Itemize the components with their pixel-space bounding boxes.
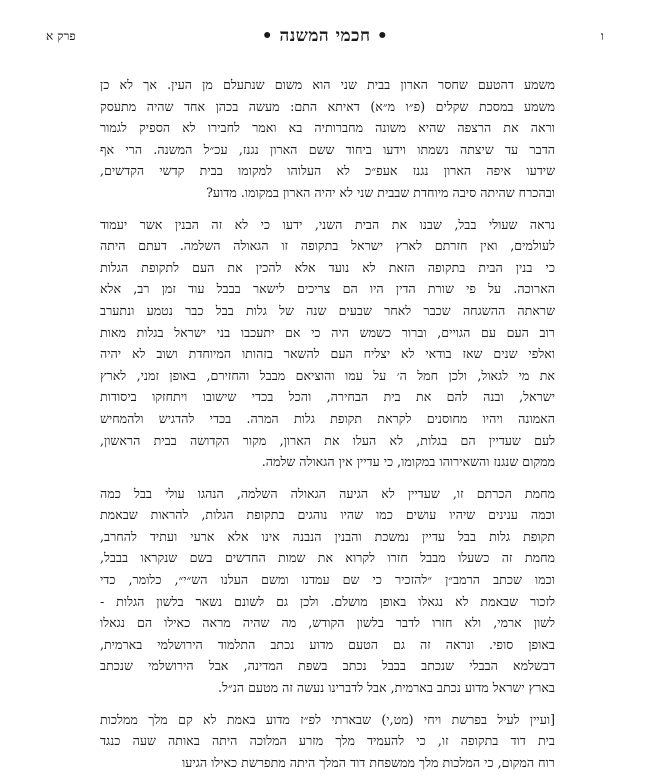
text-line: וכמה ענינים שיהיו עושים כמו שהיו נוהגים בתקופת הגלות, להראות שבאמת: [100, 507, 555, 523]
text-line: כי בנין הבית בתקופה הזאת לא נועד אלא להכין את העם לתקופת הגלות: [100, 259, 555, 275]
text-line: ישראל, ובנה להם את בית הבחירה, והכל בכדי שישובו ויתחזקו ביסודות: [100, 389, 555, 405]
text-line: תקופת גלות בבל עדיין נמשכת והבנין הנבנה אינו אלא ארעי ועתיד להחרב,: [100, 528, 555, 544]
text-line: הארוכה. על פי שורת הדין היו הם צריכים לישאר בבבל עוד זמן רב, אלא: [100, 281, 555, 297]
paragraph: [100, 709, 555, 774]
text-line: בית דוד בתקופה זו, כי להעמיד מלך מזרע המלוכה היתה באותה שעה כנגד: [100, 733, 555, 749]
text-line: האמונה ויהיו מחוסנים לקראת תקופת גלות המרה. בכדי להדגיש ולהמחיש: [100, 410, 555, 426]
text-line: ואלפי שנים שאז בודאי לא יצליח העם להשאר בזהותו המיוחדת ושוב לא יהיה: [100, 346, 555, 362]
running-head: [46, 26, 604, 48]
text-line: וכמו שכתב הרמב״ן ״להזכיר כי שם עמדנו ומשם העלנו הש״י״, כלומר, כדי: [100, 572, 555, 588]
page-number: ו: [600, 29, 604, 43]
text-line: ובהכרח שהיתה סיבה מיוחדת שבבית שני לא יהיה הארון במקומו. מדוע?: [206, 184, 555, 200]
text-line: מחמת הכרתם זו, שעדיין לא הגיעה הגאולה השלמה, הנהגו עולי בבל כמה: [100, 485, 555, 501]
text-line: רוב העם עם הגויים, וברור כשמש היה כי אם יתעכבו בני ישראל בגלות מאות: [100, 324, 555, 340]
text-line: משמע דהטעם שחסר הארון בבית שני הוא משום שנתעלם מן העין. אך לא כן: [100, 77, 555, 92]
body-text: [100, 74, 555, 783]
chapter-label: פרק א: [46, 29, 76, 43]
text-line: הדבר עד שיצתה נשמתו וידעו ביחוד ששם הארון נגנז, עכ״ל המשנה. הרי אף: [100, 141, 555, 157]
text-line: רוח המקום, כי המלכות מלך ממשפחת דוד המלך היתה מתפרשת כאילו הגיעו: [182, 754, 555, 770]
text-line: ממקום שנגנז והשאירוהו במקומו, כי עדיין אין הגאולה שלמה.: [261, 454, 555, 470]
text-line: [ועיין לעיל בפרשת ויחי (מט,י) שבארתי לפ״ז מדוע באמת לא קם מלך ממלכות: [100, 711, 555, 727]
paragraph: [100, 483, 555, 699]
text-line: לזכור שבאמת לא נגאלו באופן מושלם. ולכן גם לשונם נשאר בלשון הגלות -: [100, 593, 555, 609]
text-line: שראתה ההשגחה שכבר לאחר שבעים שנה של גלות בבל כבר נטמע ונתערב: [100, 302, 555, 318]
text-line: וראה את הרצפה שהיא משונה מחברותיה בא ואמר לחבירו לא הספיק לגמור: [100, 120, 555, 136]
text-line: את מי לגאול, ולכן חמל ה׳ על עמו והוציאם מבבל והחזירם, באופן זמני, לארץ: [100, 367, 555, 383]
text-line: שידעו איפה הארון נגנז אעפ״כ לא העלוהו למקומו בבית קדשי הקדשים,: [100, 163, 555, 179]
text-line: באופן סופי. ונראה זה גם הטעם מדוע נכתב התלמוד הירושלמי בארמית,: [100, 636, 555, 652]
paragraph: [100, 74, 555, 204]
text-line: מחמת זה כשעלו מבבל חזרו לקרוא את שמות החדשים בשם שנקראו בבבל,: [100, 550, 555, 566]
text-line: לעולמים, ואין חזרתם לארץ ישראל בתקופה זו הגאולה השלמה. דעתם היתה: [100, 238, 555, 254]
text-line: משמע במסכת שקלים (פ״ו מ״א) דאיתא התם: מעשה בכהן אחד שהיה מתעסק: [100, 98, 555, 114]
text-line: לשון ארמי, ולא חזרו לדבר בלשון הקודש, מה שהיה מראה כאילו הם נגאלו: [100, 615, 555, 631]
paragraph: [100, 214, 555, 473]
text-line: בארץ ישראל מדוע נכתב בארמית, אבל לדברינו נעשה זה מטעם הנ״ל.: [218, 680, 555, 696]
text-line: דבשלמא הבבלי שנכתב בבבל נכתב בשפת המדינה, אבל הירושלמי שנכתב: [100, 658, 555, 674]
text-line: נראה שעולי בבל, שבנו את הבית השני, ידעו כי לא זה הבנין אשר יעמוד: [100, 216, 555, 232]
text-line: לעם שעדיין הם בגלות, לא העלו את הארון, מקור הקדושה בבית הראשון,: [100, 432, 555, 448]
running-head-title: • חכמי המשנה •: [261, 26, 389, 46]
